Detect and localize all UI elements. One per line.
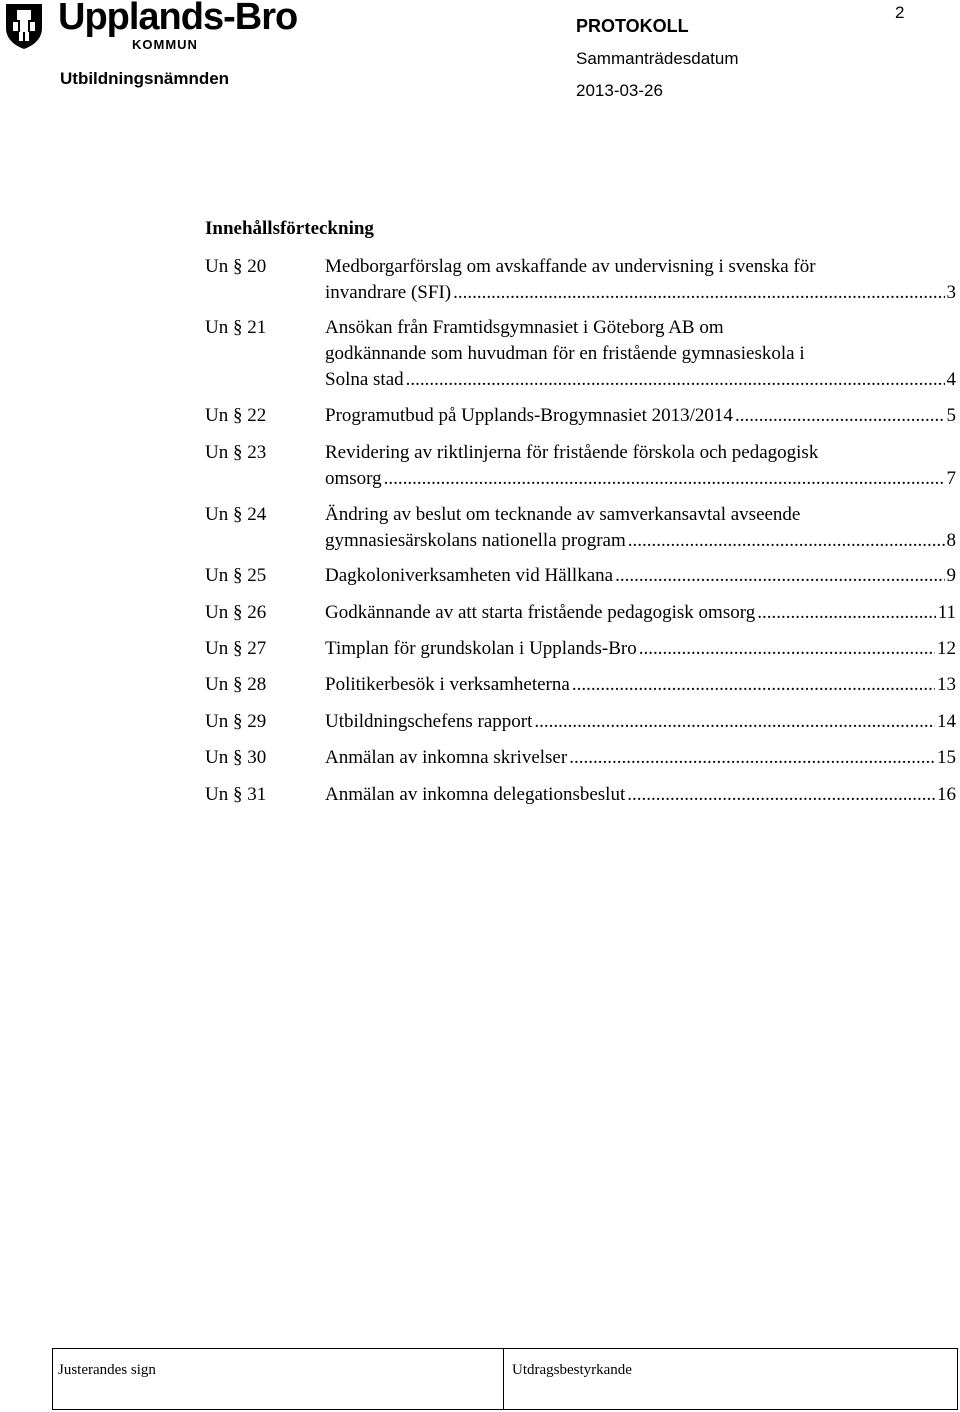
toc-entry-last-line (325, 280, 956, 306)
justerandes-sign-label: Justerandes sign (58, 1362, 156, 1378)
toc-entry-page: 5 (946, 405, 956, 426)
toc-entry-body (325, 315, 956, 393)
toc-entry-title: Politikerbesök i verksamheterna (325, 674, 570, 695)
toc-entry-number: Un § 26 (205, 602, 267, 623)
document-type: PROTOKOLL (576, 16, 689, 36)
toc-entry-number: Un § 25 (205, 565, 267, 586)
toc-dot-leader (534, 709, 935, 735)
toc-entry-body (325, 672, 956, 698)
toc-entry-page: 9 (946, 565, 956, 586)
toc-entry-number: Un § 27 (205, 638, 267, 659)
toc-entry-number: Un § 23 (205, 442, 267, 463)
toc-entry-page: 12 (937, 638, 956, 659)
toc-entry-title-line: Medborgarförslag om avskaffande av undervisning i svenska för (325, 256, 816, 277)
toc-entry-title: Solna stad (325, 369, 404, 390)
toc-entry-title: gymnasiesärskolans nationella program (325, 530, 626, 551)
toc-entry-body (325, 636, 956, 662)
toc-entry-title: omsorg (325, 468, 382, 489)
toc-entry-title: invandrare (SFI) (325, 282, 452, 303)
toc-entry-page: 4 (946, 369, 956, 390)
toc-entry-last-line (325, 636, 956, 662)
toc-entry-last-line (325, 709, 956, 735)
toc-entry-page: 8 (946, 530, 956, 551)
toc-entry-page: 7 (946, 468, 956, 489)
toc-entry-number: Un § 21 (205, 317, 267, 338)
toc-dot-leader (628, 528, 945, 554)
toc-entry-page: 16 (937, 784, 956, 805)
toc-entry-body (325, 745, 956, 771)
signature-footer (52, 1348, 958, 1410)
toc-entry-title: Godkännande av att starta fristående pedagogisk omsorg (325, 602, 756, 623)
toc-dot-leader (735, 403, 945, 429)
toc-entry-page: 3 (946, 282, 956, 303)
toc-dot-leader (384, 466, 945, 492)
toc-entry-last-line (325, 367, 956, 393)
toc-entry-title: Anmälan av inkomna skrivelser (325, 747, 568, 768)
toc-entry-body (325, 440, 956, 492)
toc-dot-leader (453, 280, 944, 306)
toc-entry-body (325, 563, 956, 589)
toc-entry-number: Un § 31 (205, 784, 267, 805)
committee-name: Utbildningsnämnden (60, 69, 230, 88)
toc-dot-leader (639, 636, 935, 662)
toc-entry-last-line (325, 782, 956, 808)
toc-entry-number: Un § 20 (205, 256, 267, 277)
footer-divider (503, 1349, 504, 1409)
toc-entry-title: Timplan för grundskolan i Upplands-Bro (325, 638, 637, 659)
toc-entry-body (325, 403, 956, 429)
toc-entry-title-line: Ansökan från Framtidsgymnasiet i Göteborg AB om (325, 317, 724, 338)
page-number: 2 (895, 3, 905, 22)
toc-entry-number: Un § 28 (205, 674, 267, 695)
toc-entry-body (325, 600, 956, 626)
toc-entry-body (325, 709, 956, 735)
toc-entry-title: Programutbud på Upplands-Brogymnasiet 2013/2014 (325, 405, 733, 426)
toc-entry-number: Un § 30 (205, 747, 267, 768)
toc-entry-page: 14 (937, 711, 956, 732)
logo-name: Upplands-Bro (58, 0, 298, 38)
meeting-date-label: Sammanträdesdatum (576, 49, 739, 68)
toc-entry-page: 13 (937, 674, 956, 695)
toc-entry-last-line (325, 563, 956, 589)
toc-dot-leader (572, 672, 935, 698)
toc-entry-title: Utbildningschefens rapport (325, 711, 533, 732)
toc-entry-last-line (325, 403, 956, 429)
toc-entry-last-line (325, 672, 956, 698)
toc-entry-number: Un § 29 (205, 711, 267, 732)
toc-entry-title: Anmälan av inkomna delegationsbeslut (325, 784, 626, 805)
toc-dot-leader (627, 782, 935, 808)
logo-subtitle: KOMMUN (132, 37, 198, 52)
toc-entry-number: Un § 22 (205, 405, 267, 426)
toc-entry-body (325, 782, 956, 808)
toc-entry-title: Dagkoloniverksamheten vid Hällkana (325, 565, 614, 586)
toc-dot-leader (406, 367, 945, 393)
toc-entry-title-line: godkännande som huvudman för en fristående gymnasieskola i (325, 343, 805, 364)
toc-dot-leader (615, 563, 944, 589)
toc-entry-page: 11 (937, 602, 956, 623)
utdragsbestyrkande-label: Utdragsbestyrkande (512, 1362, 632, 1378)
toc-dot-leader (569, 745, 935, 771)
toc-entry-last-line (325, 745, 956, 771)
toc-entry-last-line (325, 600, 956, 626)
toc-title: Innehållsförteckning (205, 218, 374, 239)
toc-entry-body (325, 502, 956, 554)
toc-entry-title-line: Ändring av beslut om tecknande av samverkansavtal avseende (325, 504, 801, 525)
meeting-date: 2013-03-26 (576, 81, 663, 100)
toc-entry-last-line (325, 466, 956, 492)
coat-of-arms-icon (2, 2, 46, 50)
toc-entry-body (325, 254, 956, 306)
toc-entry-number: Un § 24 (205, 504, 267, 525)
toc-entry-last-line (325, 528, 956, 554)
municipality-logo (0, 0, 300, 60)
toc-dot-leader (757, 600, 936, 626)
toc-entry-title-line: Revidering av riktlinjerna för fristående förskola och pedagogisk (325, 442, 819, 463)
toc-entry-page: 15 (937, 747, 956, 768)
